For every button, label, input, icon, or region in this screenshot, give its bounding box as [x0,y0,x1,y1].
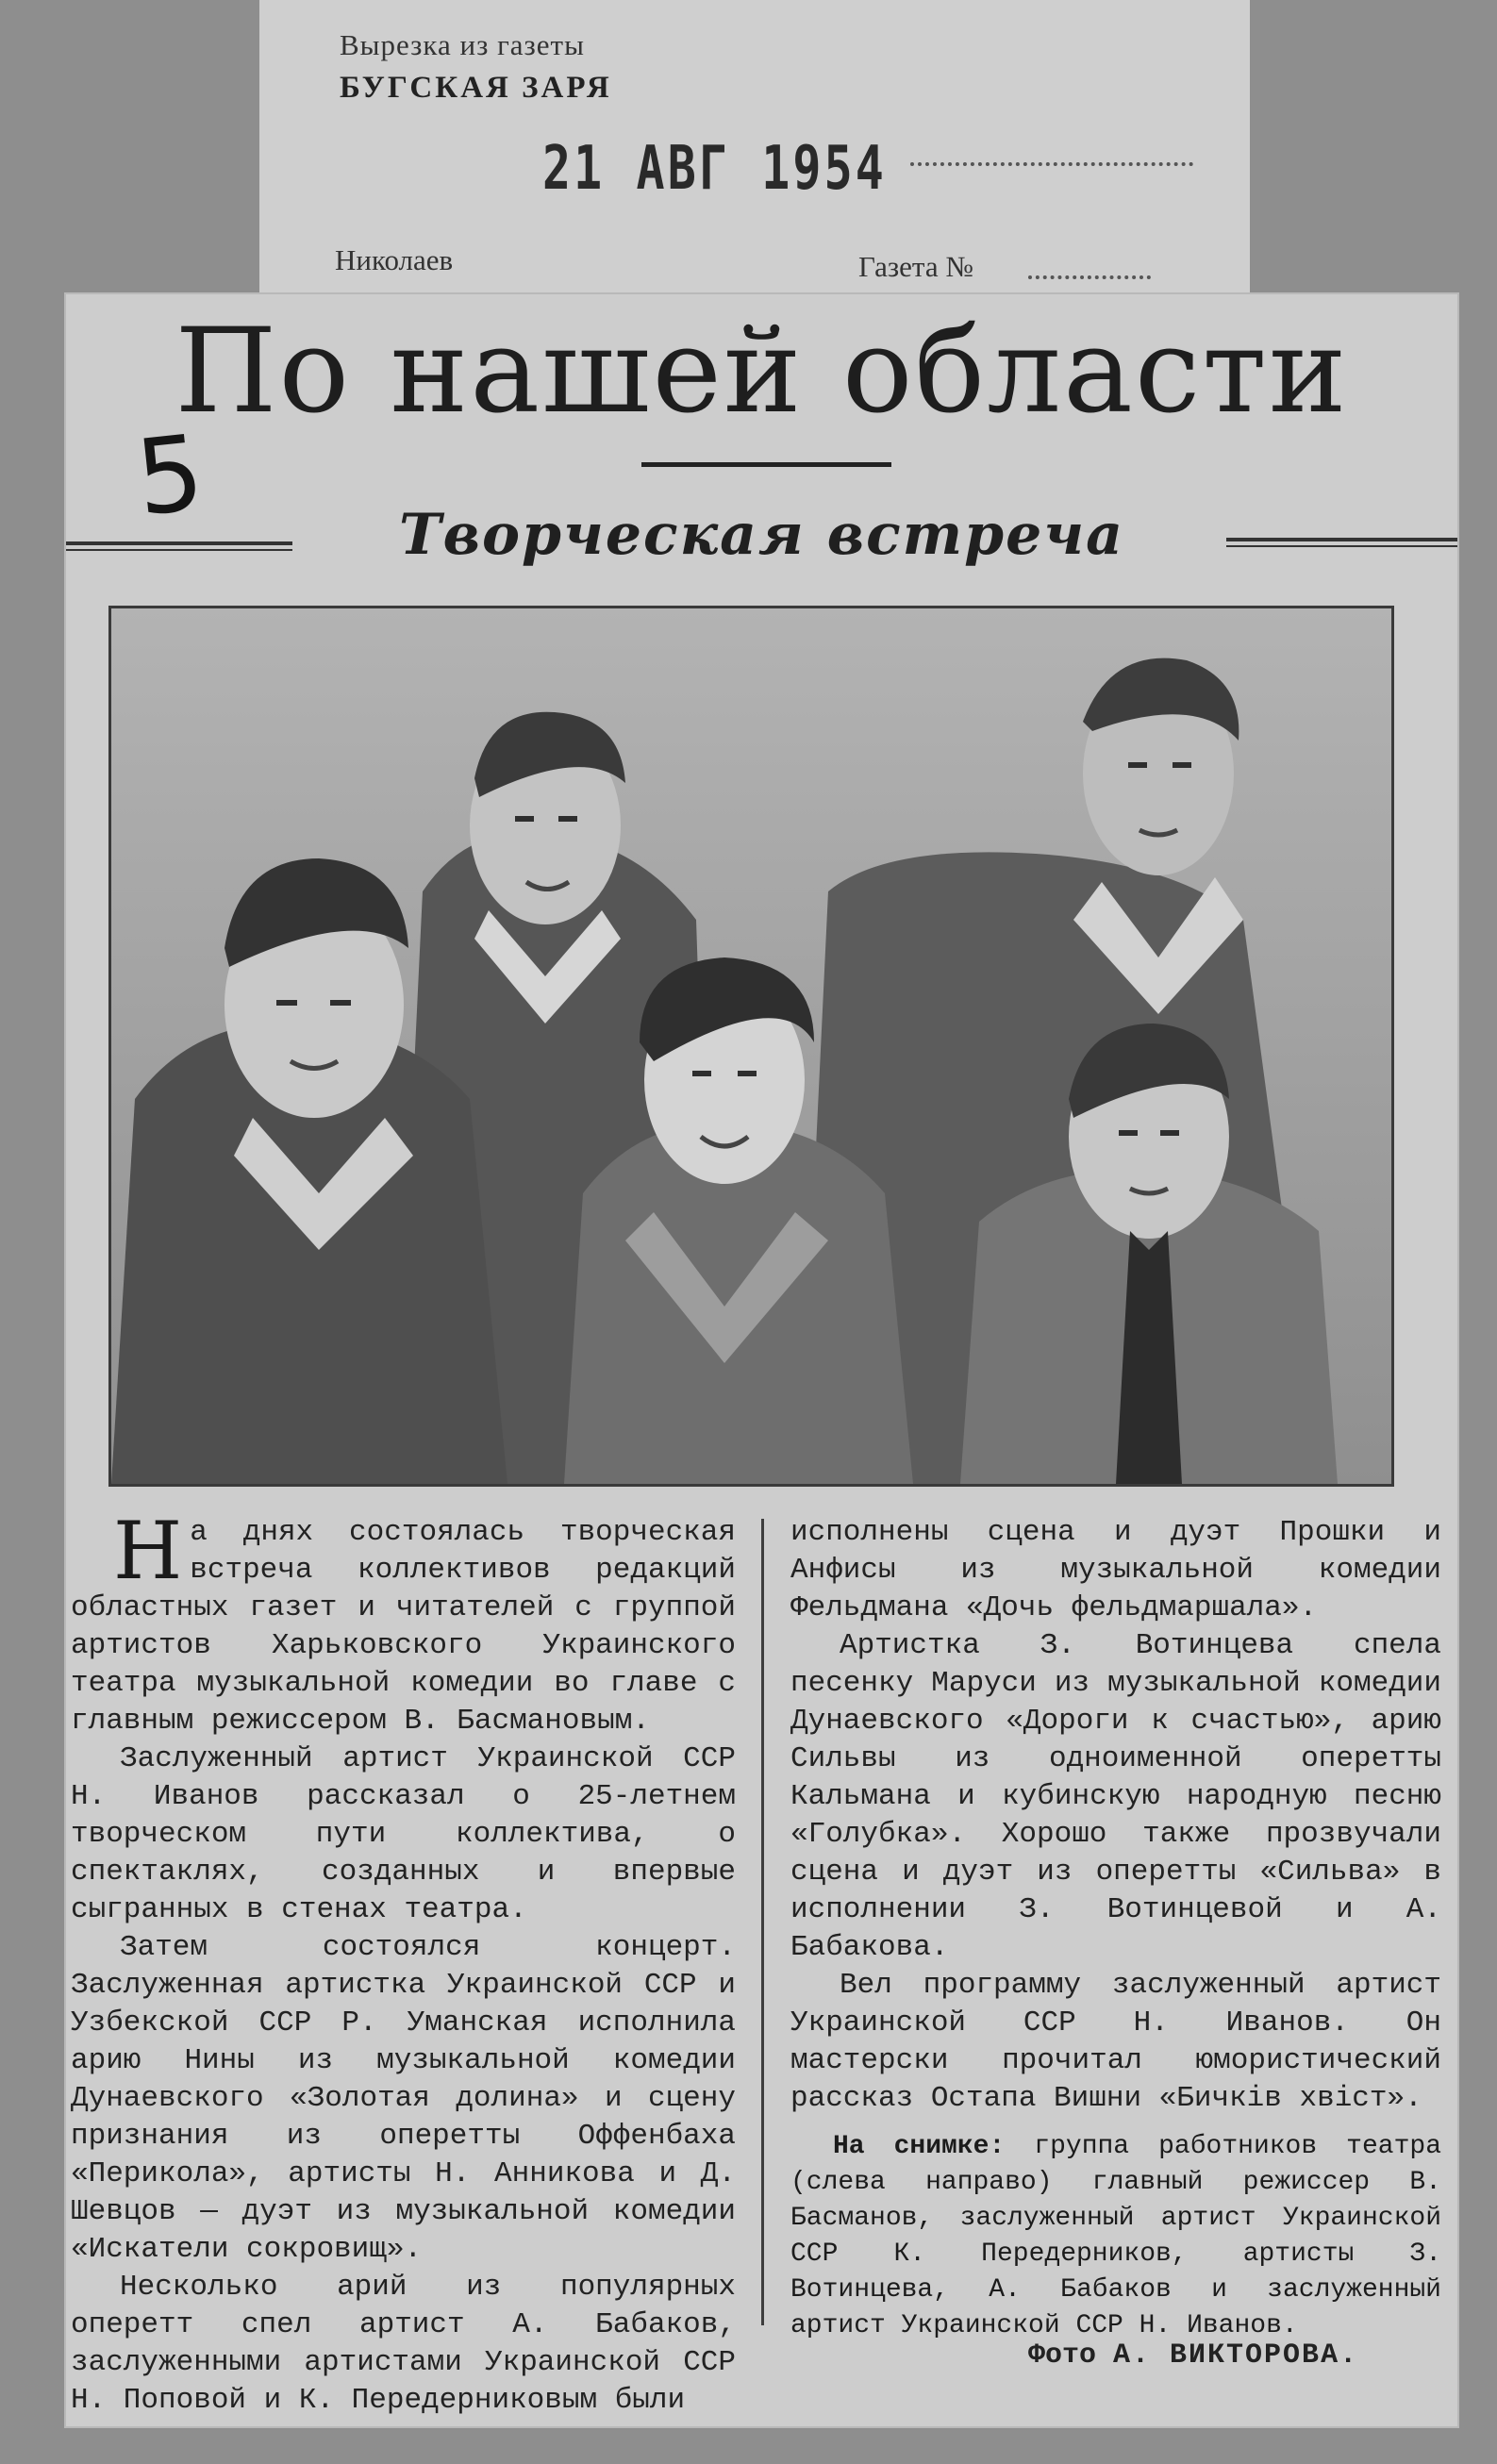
article-paragraph: Вел программу заслуженный артист Украинской ССР Н. Иванов. Он мастерски прочитал юмористический рассказ Остапа Вишни «Бичків хвіст». [790,1969,1441,2115]
group-photo-icon [111,608,1391,1484]
subheadline: Творческая встреча [398,502,1125,568]
article-paragraph: исполнены сцена и дуэт Прошки и Анфисы из музыкальной комедии Фельдмана «Дочь фельдмаршала». [790,1516,1441,1624]
headline: По нашей области [175,304,1349,440]
article-paragraph: На днях состоялась творческая встреча коллективов редакций областных газет и читателей с группой артистов Харьковского Украинского театра музыкальной комедии во главе с главным режиссером В. Басмановым. [71,1505,736,1738]
dotted-line [1028,275,1151,279]
group-photo [108,606,1394,1487]
slip-source-label: Вырезка из газеты [340,28,585,61]
article-paragraph: Заслуженный артист Украинской ССР Н. Иванов рассказал о 25-летнем творческом пути коллектива, о спектаклях, созданных и впервые сыгранных в стенах театра. [71,1742,736,1926]
dotted-line [910,162,1193,166]
article-paragraph: Артистка З. Вотинцева спела песенку Маруси из музыкальной комедии Дунаевского «Дороги к счастью», арию Сильвы из одноименной оперетты Кальмана и кубинскую народную песню «Голубка». Хорошо также прозвучали сцена и дуэт из оперетты «Сильва» в исполнении З. Вотинцевой и А. Бабакова. [790,1629,1441,1964]
article-paragraph: Затем состоялся концерт. Заслуженная артистка Украинской ССР и Узбекской ССР Р. Уманская исполнила арию Нины из музыкальной комедии Дунаевского «Золотая долина» и сцену признания из оперетты Оффенбаха «Перикола», артисты Н. Анникова и Д. Шевцов — дуэт из музыкальной комедии «Искатели сокровищ». [71,1931,736,2266]
article-paragraph: Несколько арий из популярных оперетт спел артист А. Бабаков, заслуженными артистами Украинской ССР Н. Поповой и К. Передерниковым были [71,2271,736,2417]
slip-city: Николаев [335,243,454,276]
credit-prefix: Фото [1028,2339,1097,2372]
drop-cap: Н [113,1505,183,1597]
caption-text: группа работников театра (слева направо) главный режиссер В. Басманов, заслуженный артист Украинской ССР К. Передерников, артисты З. Вотинцева, А. Бабаков и заслуженный артист Украинской ССР Н. Иванов. [790,2132,1441,2340]
article-column-right [790,1514,1441,2118]
credit-name: А. ВИКТОРОВА. [1113,2339,1359,2372]
clipping-slip [259,0,1250,302]
slip-newspaper-number-label: Газета № [858,250,973,283]
photo-credit [1028,2339,1358,2372]
newspaper-clipping [66,294,1457,2426]
handwritten-number: 5 [130,411,209,540]
column-divider [761,1519,764,2325]
article-column-left [71,1505,736,2420]
headline-rule [641,462,891,467]
slip-newspaper-name: БУГСКАЯ ЗАРЯ [340,71,612,105]
caption-lead: На снимке: [833,2132,1006,2161]
photo-caption [790,2129,1441,2344]
date-stamp: 21 АВГ 1954 [542,134,887,204]
